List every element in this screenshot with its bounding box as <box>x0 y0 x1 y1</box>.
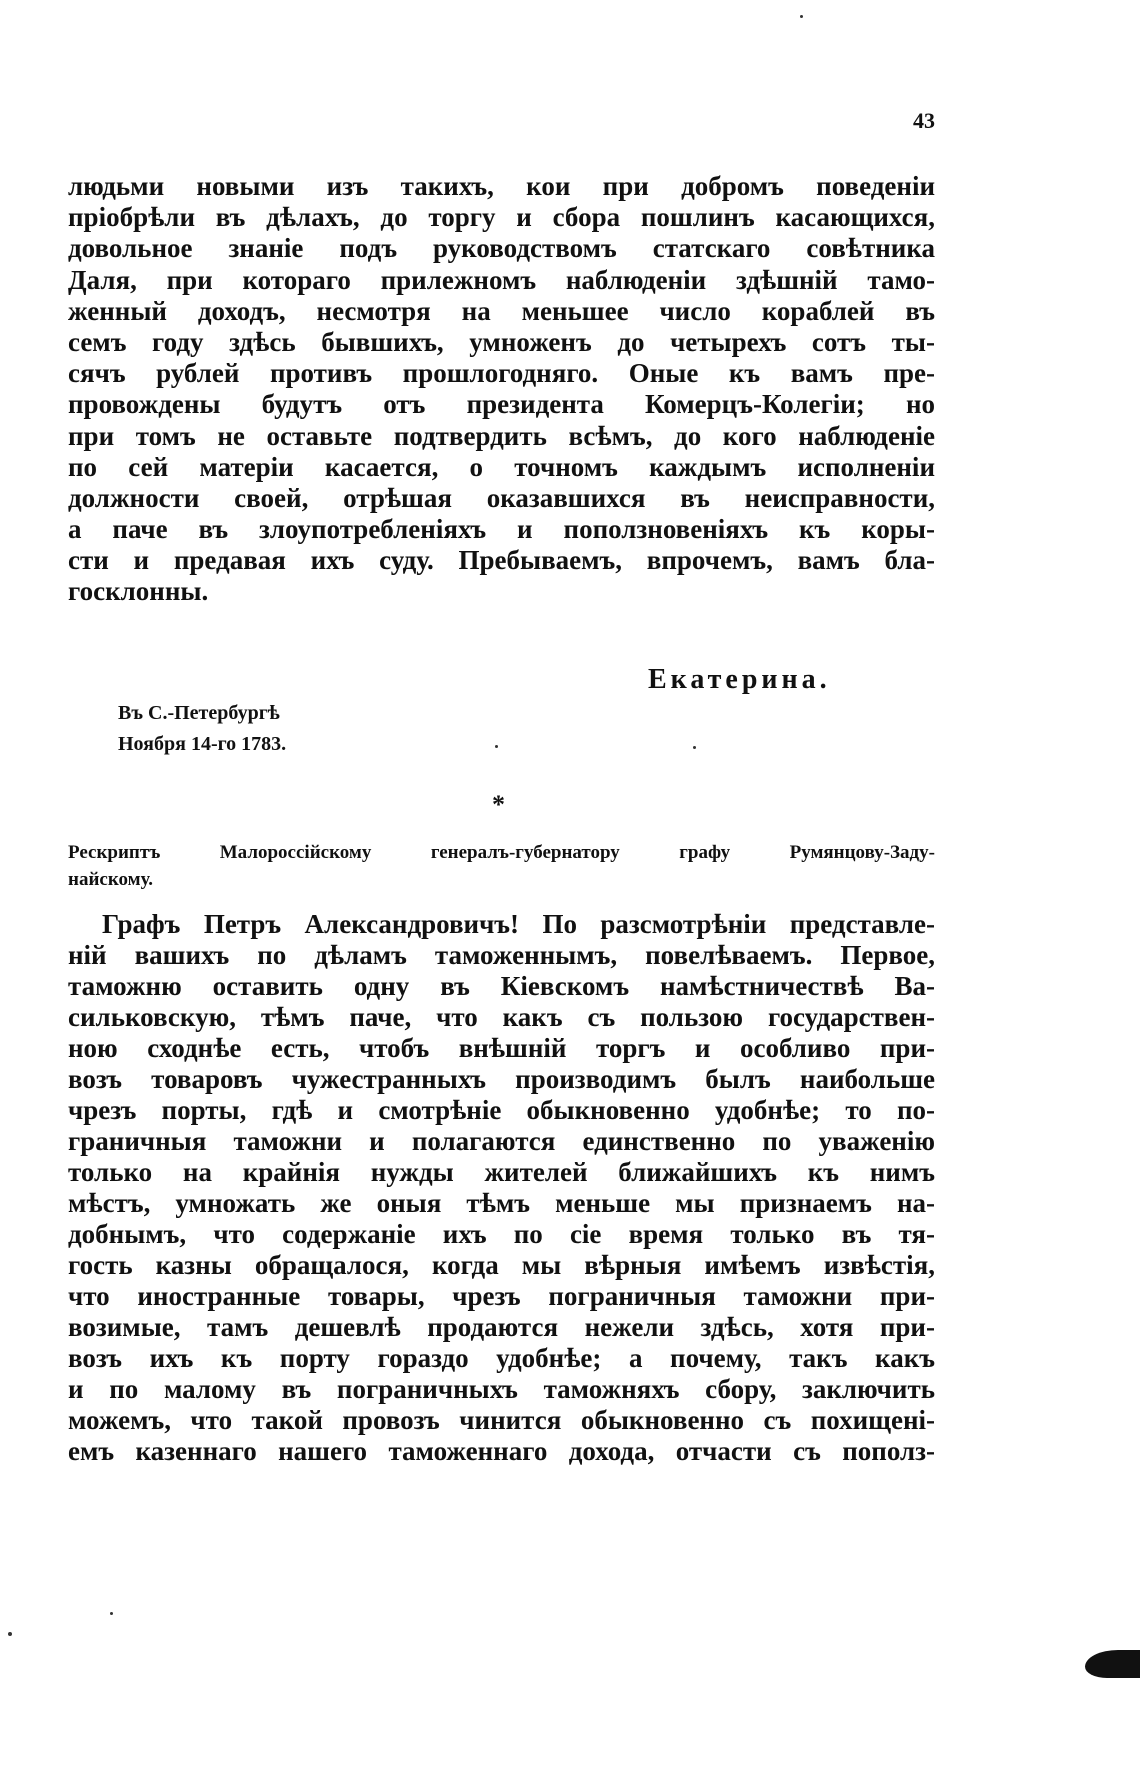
paragraph-1 <box>68 171 935 608</box>
text-line: семъ году здѣсь бывшихъ, умноженъ до четырехъ сотъ ты- <box>68 326 935 357</box>
text-line: провождены будутъ отъ президента Комерцъ-Колегіи; но <box>68 389 935 420</box>
scan-speck <box>800 15 803 18</box>
scan-speck <box>495 745 498 748</box>
text-line: можемъ, что такой провозъ чинится обыкновенно съ похищені- <box>68 1405 935 1435</box>
text-line: женный доходъ, несмотря на меньшее число кораблей въ <box>68 295 935 326</box>
separator-asterisk: * <box>492 790 505 819</box>
text-line: чрезъ порты, гдѣ и смотрѣніе обыкновенно удобнѣе; то по- <box>68 1095 935 1125</box>
signature: Екатерина. <box>648 664 831 695</box>
text-line: мѣстъ, умножать же оныя тѣмъ меньше мы признаемъ на- <box>68 1188 935 1218</box>
text-line: возимые, тамъ дешевлѣ продаются нежели здѣсь, хотя при- <box>68 1312 935 1342</box>
text-line: при томъ не оставьте подтвердить всѣмъ, до кого наблюденіе <box>68 420 935 451</box>
text-line: гость казны обращалося, когда мы вѣрныя имѣемъ извѣстія, <box>68 1250 935 1280</box>
text-line: сильковскую, тѣмъ паче, что какъ съ пользою государствен- <box>68 1002 935 1032</box>
text-line: а паче въ злоупотребленіяхъ и поползновеніяхъ къ коры- <box>68 514 935 545</box>
rescript-title <box>68 839 935 893</box>
text-line: довольное знаніе подъ руководствомъ статскаго совѣтника <box>68 233 935 264</box>
text-line: людьми новыми изъ такихъ, кои при добромъ поведеніи <box>68 171 935 201</box>
text-line: граничныя таможни и полагаются единственно по уваженію <box>68 1126 935 1156</box>
text-line: и по малому въ пограничныхъ таможняхъ сбору, заключить <box>68 1374 935 1404</box>
scan-speck <box>110 1612 113 1615</box>
text-line: должности своей, отрѣшая оказавшихся въ неисправности, <box>68 482 935 513</box>
text-line: ною сходнѣе есть, чтобъ внѣшній торгъ и особливо при- <box>68 1033 935 1063</box>
text-line: ній вашихъ по дѣламъ таможеннымъ, повелѣваемъ. Первое, <box>68 940 935 970</box>
paragraph-2 <box>68 909 935 1467</box>
date: Ноября 14-го 1783. <box>118 733 287 755</box>
place: Въ С.-Петербургѣ <box>118 702 280 724</box>
text-line: пріобрѣли въ дѣлахъ, до торгу и сбора пошлинъ касающихся, <box>68 202 935 233</box>
text-line: Даля, при котораго прилежномъ наблюденіи здѣшній тамо- <box>68 264 935 295</box>
place-date <box>118 698 286 760</box>
rescript-title-line: Рескриптъ Малороссійскому генералъ-губернатору графу Румянцову-Заду- <box>68 842 935 863</box>
text-line: Графъ Петръ Александровичъ! По разсмотрѣніи представле- <box>102 909 935 939</box>
rescript-title-line: найскому. <box>68 869 153 890</box>
scan-speck <box>8 1632 12 1636</box>
text-line: что иностранные товары, чрезъ пограничныя таможни при- <box>68 1281 935 1311</box>
text-line: возъ ихъ къ порту гораздо удобнѣе; а почему, такъ какъ <box>68 1343 935 1373</box>
text-line: по сей матеріи касается, о точномъ каждымъ исполненіи <box>68 451 935 482</box>
text-line: добнымъ, что содержаніе ихъ по сіе время только въ тя- <box>68 1219 935 1249</box>
text-line: госклонны. <box>68 576 209 607</box>
text-line: сти и предавая ихъ суду. Пребываемъ, впрочемъ, вамъ бла- <box>68 545 935 576</box>
scan-speck <box>693 746 696 749</box>
text-line: сячъ рублей противъ прошлогодняго. Оные къ вамъ пре- <box>68 358 935 389</box>
scan-edge-mark <box>1085 1650 1140 1678</box>
page-number: 43 <box>913 108 935 133</box>
text-line: емъ казеннаго нашего таможеннаго дохода, отчасти съ пополз- <box>68 1436 935 1466</box>
text-line: только на крайнія нужды жителей ближайшихъ къ нимъ <box>68 1157 935 1187</box>
text-line: возъ товаровъ чужестранныхъ производимъ былъ наибольше <box>68 1064 935 1094</box>
text-line: таможню оставить одну въ Кіевскомъ намѣстничествѣ Ва- <box>68 971 935 1001</box>
